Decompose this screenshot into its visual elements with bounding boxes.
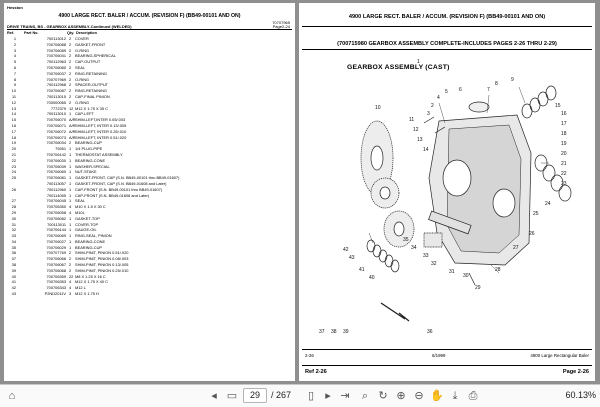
part-description: M10 X 1.5 X 30 C bbox=[75, 204, 106, 210]
part-number: 700113015 bbox=[46, 93, 66, 99]
callout-number: 3 bbox=[427, 111, 430, 117]
gearbox-exploded-diagram bbox=[299, 3, 595, 381]
part-description: M10L bbox=[75, 209, 85, 215]
part-number: 700706060 bbox=[46, 169, 66, 175]
part-number: 700706066 bbox=[46, 256, 66, 262]
page-code: Page2-24 bbox=[272, 24, 290, 29]
part-ref-number: 9 bbox=[13, 82, 16, 88]
callout-number: 37 bbox=[319, 329, 325, 335]
right-bearing-2 bbox=[530, 98, 540, 112]
part-number: 700113011 bbox=[47, 221, 66, 227]
part-number: 700114055 bbox=[46, 192, 66, 198]
part-quantity: 2 bbox=[69, 64, 72, 70]
part-ref-number: 4 bbox=[13, 53, 16, 59]
part-ref-number: 2 bbox=[13, 41, 16, 47]
part-number: 700706089 bbox=[46, 47, 66, 53]
callout-number: 19 bbox=[561, 141, 567, 147]
right-bearing-3 bbox=[538, 92, 548, 106]
part-quantity: 1 bbox=[69, 169, 72, 175]
part-quantity: 1 bbox=[69, 238, 72, 244]
part-ref-number: 11 bbox=[11, 93, 16, 99]
part-quantity: 2 bbox=[69, 88, 72, 94]
callout-number: 38 bbox=[331, 329, 337, 335]
part-ref-number: 1 bbox=[13, 36, 16, 41]
part-description: RING-RETAINING bbox=[75, 88, 107, 94]
part-quantity: 1 bbox=[69, 186, 72, 192]
column-header-ref: Ref. bbox=[7, 31, 15, 35]
part-ref-number: 18 bbox=[11, 134, 16, 140]
part-quantity: 1 bbox=[69, 111, 72, 117]
part-number: 700706343 bbox=[46, 285, 66, 291]
part-quantity: A/R bbox=[69, 134, 76, 140]
part-ref-number: 16 bbox=[11, 122, 16, 128]
part-description: O-RING bbox=[75, 47, 90, 53]
footer-page-number: 2-26 bbox=[305, 353, 314, 358]
rotate-icon[interactable]: ↻ bbox=[378, 390, 388, 402]
zoom-out-icon[interactable]: ⊖ bbox=[414, 390, 424, 402]
part-description: M12 X 1.75 H bbox=[75, 291, 99, 297]
housing-bore-rear bbox=[493, 189, 515, 217]
part-ref-number: 33 bbox=[11, 233, 16, 239]
callout-number: 6 bbox=[459, 87, 462, 93]
part-description: SHIM-LEFT,INTER 0.05/.003 bbox=[75, 117, 126, 123]
callout-number: 8 bbox=[495, 81, 498, 87]
part-description: SHIM-LEFT, INTER 0.51/.020 bbox=[75, 134, 127, 140]
callout-number: 9 bbox=[511, 77, 514, 83]
part-ref-number: 29 bbox=[11, 209, 16, 215]
part-description: BEARING-CONE bbox=[75, 157, 106, 163]
callout-number: 43 bbox=[349, 255, 355, 261]
part-number: 700112963 bbox=[46, 59, 66, 65]
callout-number: 4 bbox=[437, 95, 440, 101]
zoom-in-icon[interactable]: ⊕ bbox=[396, 390, 406, 402]
part-description: SEAL bbox=[75, 198, 85, 204]
page-title: 4900 LARGE RECT. BALER / ACCUM. (REVISION F) (BB49-00101 AND ON) bbox=[58, 13, 241, 19]
part-quantity: 2 bbox=[69, 47, 72, 53]
part-quantity: 1 bbox=[69, 233, 72, 239]
part-number: 700706027 bbox=[46, 238, 66, 244]
part-description: CAP-FRONT (S.N. BB49-01608 and Later) bbox=[75, 192, 150, 198]
home-icon[interactable]: ⌂ bbox=[8, 390, 16, 402]
part-number: 700706030 bbox=[46, 157, 66, 163]
part-quantity: 1 bbox=[69, 180, 72, 186]
part-quantity: 2 bbox=[69, 140, 72, 146]
callout-number: 24 bbox=[545, 201, 551, 207]
part-description: GASKET-FRONT, CAP (S.N. BB49-01608 and Later) bbox=[75, 180, 167, 186]
page-total: / 267 bbox=[271, 390, 292, 400]
brand-name: Hesston bbox=[7, 5, 23, 10]
part-ref-number: 40 bbox=[11, 273, 16, 279]
part-number: 700706080 bbox=[46, 64, 66, 70]
search-icon[interactable]: ⌕ bbox=[361, 390, 369, 402]
part-quantity: 1 bbox=[69, 198, 72, 204]
diagram-page-title: 4900 LARGE RECT. BALER / ACCUM. (REVISION F) (BB49-00101 AND ON) bbox=[348, 14, 546, 20]
part-number: 700706058 bbox=[46, 209, 66, 215]
print-icon[interactable]: ⎙ bbox=[468, 390, 478, 402]
part-description: M8 X 1.25 X 16 C bbox=[75, 273, 106, 279]
part-number: 700706087 bbox=[46, 88, 66, 94]
large-gear-top-hub bbox=[371, 146, 383, 170]
part-quantity: 2 bbox=[69, 41, 72, 47]
callout-number: 31 bbox=[449, 269, 455, 275]
callout-number: 1 bbox=[417, 59, 420, 65]
part-quantity: 4 bbox=[69, 279, 72, 285]
part-quantity: 2 bbox=[69, 82, 72, 88]
seal-ring-5 bbox=[391, 260, 399, 272]
part-ref-number: 42 bbox=[11, 285, 16, 291]
part-ref-number: 35 bbox=[11, 244, 16, 250]
callout-number: 40 bbox=[369, 275, 375, 281]
part-quantity: 1 bbox=[69, 175, 72, 181]
part-description: BEARING-CUP bbox=[75, 140, 103, 146]
part-ref-number: 34 bbox=[11, 238, 16, 244]
part-ref-number: 43 bbox=[11, 291, 16, 297]
part-quantity: 22 bbox=[69, 273, 74, 279]
part-quantity: 12 bbox=[69, 105, 74, 111]
part-number: 700706041 bbox=[46, 53, 66, 59]
part-number: 79261 bbox=[55, 146, 66, 152]
part-description: GASKET-FRONT bbox=[75, 41, 106, 47]
large-gear-bottom-hub bbox=[394, 222, 404, 236]
part-number: 700112968 bbox=[46, 82, 66, 88]
callout-number: 22 bbox=[561, 171, 567, 177]
part-ref-number: 23 bbox=[11, 163, 16, 169]
callout-number: 17 bbox=[561, 121, 567, 127]
part-ref-number: 13 bbox=[11, 105, 16, 111]
publication-number: 70707965 bbox=[272, 20, 290, 25]
part-ref-number: 25 bbox=[11, 175, 16, 181]
ref-label: Ref 2-26 bbox=[305, 369, 327, 375]
part-description: SHIM-PINIT, PINION 0.25/.010 bbox=[75, 267, 129, 273]
part-number: 700707769 bbox=[46, 250, 66, 256]
callout-number: 5 bbox=[445, 89, 448, 95]
part-quantity: 3 bbox=[69, 291, 72, 297]
part-quantity: A/R bbox=[69, 117, 76, 123]
part-number: 700706081 bbox=[46, 175, 66, 181]
part-description: M12 L bbox=[75, 285, 86, 291]
callout-number: 14 bbox=[423, 147, 429, 153]
part-quantity: 2 bbox=[69, 93, 72, 99]
callout-number: 10 bbox=[375, 105, 381, 111]
assembly-subtitle: (700715980 GEARBOX ASSEMBLY COMPLETE-INCLUDES PAGES 2-26 THRU 2-29) bbox=[337, 41, 557, 47]
part-number: 700113010 bbox=[46, 111, 66, 117]
section-subtitle: DRIVE TRAINS, BS - GEARBOX ASSEMBLY-Continued (WELDED) bbox=[7, 24, 132, 29]
part-description: 1/4 PLUG-PIPE bbox=[75, 146, 103, 152]
part-quantity: 2 bbox=[69, 250, 72, 256]
callout-number: 34 bbox=[411, 245, 417, 251]
part-quantity: 2 bbox=[69, 267, 72, 273]
column-header-qty: Qty. bbox=[67, 31, 75, 35]
part-description: THERMOSTAT ASSEMBLY bbox=[75, 151, 123, 157]
right-bearing-4 bbox=[546, 86, 556, 100]
callout-number: 33 bbox=[423, 253, 429, 259]
part-description: CAP-OUTPUT bbox=[75, 59, 101, 65]
zoom-level[interactable]: 60.13% bbox=[565, 390, 596, 400]
part-ref-number: 3 bbox=[13, 47, 16, 53]
callout-number: 27 bbox=[513, 245, 519, 251]
callout-number: 25 bbox=[533, 211, 539, 217]
callout-number: 2 bbox=[431, 103, 434, 109]
part-number: 700112960 bbox=[46, 186, 66, 192]
part-description: SHIM-LEFT, INTER 0.25/.010 bbox=[75, 128, 127, 134]
top-cover bbox=[469, 102, 489, 112]
part-number: 700707969 bbox=[46, 76, 66, 82]
pinion-gear bbox=[424, 233, 442, 247]
last-page-icon[interactable]: ⇥ bbox=[340, 390, 350, 402]
part-ref-number: 22 bbox=[11, 157, 16, 163]
seal-ring-1 bbox=[367, 240, 375, 252]
part-number: 700706353 bbox=[46, 279, 66, 285]
part-quantity: A/R bbox=[69, 128, 76, 134]
part-description: M12 X 1.75 X 40 C bbox=[75, 279, 108, 285]
part-number: 700706069 bbox=[46, 233, 66, 239]
part-description: SEAL bbox=[75, 64, 85, 70]
previous-page-icon[interactable]: ◂ bbox=[211, 390, 217, 402]
callout-number: 42 bbox=[343, 247, 349, 253]
pdf-viewer-toolbar bbox=[0, 384, 600, 407]
part-ref-number: 24 bbox=[11, 169, 16, 175]
leader-line-5 bbox=[369, 233, 373, 243]
part-description: RING-SEAL, PINION bbox=[75, 233, 112, 239]
part-description: COVER bbox=[75, 36, 89, 41]
callout-number: 15 bbox=[555, 103, 561, 109]
part-description: GASKET-FRONT, CAP (S.N. BB49-00101 thru BB49-01607) bbox=[75, 175, 180, 181]
column-header-description: Description bbox=[76, 31, 97, 35]
part-ref-number: 30 bbox=[11, 215, 16, 221]
part-number: 700706067 bbox=[46, 262, 66, 268]
part-description: BEARING-CONE bbox=[75, 238, 106, 244]
part-number: 700706068 bbox=[46, 267, 66, 273]
part-quantity: 1 bbox=[69, 157, 72, 163]
part-ref-number: 38 bbox=[11, 262, 16, 268]
callout-number: 39 bbox=[343, 329, 349, 335]
part-number: 700706034 bbox=[46, 140, 66, 146]
part-description: SHIM-PINIT, PINION 0.13/.005 bbox=[75, 262, 129, 268]
part-quantity: 1 bbox=[69, 151, 72, 157]
part-quantity: 1 bbox=[69, 221, 72, 227]
part-quantity: 1 bbox=[69, 227, 72, 233]
part-number: 700706073 bbox=[46, 134, 66, 140]
part-number: 700706039 bbox=[46, 163, 66, 169]
part-ref-number: 5 bbox=[13, 59, 16, 65]
large-gear-middle-hub bbox=[380, 187, 390, 199]
part-description: SPACER-OUTPUT bbox=[75, 82, 108, 88]
part-number: 700706070 bbox=[46, 117, 66, 123]
part-number: 700706088 bbox=[46, 41, 66, 47]
callout-number: 36 bbox=[427, 329, 433, 335]
part-quantity: 2 bbox=[69, 70, 72, 76]
part-number: 700706071 bbox=[46, 122, 66, 128]
part-ref-number: 39 bbox=[11, 267, 16, 273]
part-quantity: 1 bbox=[69, 163, 72, 169]
part-quantity: 2 bbox=[69, 53, 72, 59]
part-quantity: A/R bbox=[69, 122, 76, 128]
part-ref-number: 12 bbox=[11, 99, 16, 105]
part-ref-number: 27 bbox=[11, 198, 16, 204]
part-quantity: 2 bbox=[69, 99, 72, 105]
callout-number: 41 bbox=[359, 267, 365, 273]
part-description: O-RING bbox=[75, 99, 90, 105]
part-description: O-RING bbox=[75, 76, 90, 82]
footer-date: 6/1999 bbox=[432, 353, 446, 358]
callout-number: 18 bbox=[561, 131, 567, 137]
column-header-part-no: Part No. bbox=[24, 31, 39, 35]
callout-number: 21 bbox=[561, 161, 567, 167]
part-number: P2ND2011V bbox=[44, 291, 66, 297]
left-document-page bbox=[4, 3, 295, 381]
fit-page-icon[interactable]: ▯ bbox=[307, 390, 315, 402]
footer-rule bbox=[302, 349, 592, 350]
part-ref-number: 10 bbox=[11, 88, 16, 94]
housing-bore-front bbox=[443, 160, 471, 196]
part-number: 700706045 bbox=[46, 198, 66, 204]
part-quantity: 4 bbox=[69, 204, 72, 210]
callout-number: 20 bbox=[561, 151, 567, 157]
part-description: CAP-FRONT (S.N. BB49-00101 thru BB49-01607) bbox=[75, 186, 163, 192]
part-number: 700706350 bbox=[46, 204, 66, 210]
part-description: CAP-FINAL PINION bbox=[75, 93, 110, 99]
part-ref-number: 15 bbox=[11, 117, 16, 123]
part-description: SHIM-PINIT, PINION 0.51/.020 bbox=[75, 250, 129, 256]
part-quantity: 4 bbox=[69, 285, 72, 291]
part-number: 700706029 bbox=[46, 244, 66, 250]
footer-machine-name: 4900 Large Rectangular Baler bbox=[530, 353, 589, 358]
right-document-page bbox=[299, 3, 595, 381]
part-quantity: 2 bbox=[69, 59, 72, 65]
leader-line-3 bbox=[519, 87, 525, 103]
part-ref-number: 37 bbox=[11, 256, 16, 262]
part-quantity: 4 bbox=[69, 209, 72, 215]
part-number: 700113057 bbox=[46, 180, 66, 186]
part-quantity: 1 bbox=[69, 192, 72, 198]
part-ref-number: 36 bbox=[11, 250, 16, 256]
part-ref-number: 7 bbox=[13, 70, 16, 76]
part-ref-number: 28 bbox=[11, 204, 16, 210]
header-rule bbox=[7, 29, 292, 30]
part-description: NUT-STAKE bbox=[75, 169, 97, 175]
part-description: M12 X 1.75 X 35 C bbox=[75, 105, 108, 111]
part-description: BEARING-SPHERICAL bbox=[75, 53, 116, 59]
part-ref-number: 19 bbox=[11, 140, 16, 146]
part-quantity: 2 bbox=[69, 256, 72, 262]
part-number: 7772379 bbox=[50, 105, 66, 111]
part-ref-number: 32 bbox=[11, 227, 16, 233]
callout-number: 28 bbox=[495, 267, 501, 273]
hand-icon[interactable]: ✋ bbox=[430, 390, 444, 402]
part-number: 700706144 bbox=[46, 227, 66, 233]
right-bearing-1 bbox=[522, 104, 532, 118]
page-ref-label: Page 2-26 bbox=[562, 369, 589, 375]
callout-number: 23 bbox=[561, 181, 567, 187]
callout-number: 16 bbox=[561, 111, 567, 117]
assembly-label: GEARBOX ASSEMBLY (CAST) bbox=[347, 64, 450, 71]
part-ref-number: 14 bbox=[11, 111, 16, 117]
part-number: 700706072 bbox=[46, 128, 66, 134]
leader-line-1 bbox=[439, 103, 445, 123]
part-description: RING-RETAINING bbox=[75, 70, 107, 76]
part-number: 700706082 bbox=[46, 215, 66, 221]
callout-number: 29 bbox=[475, 285, 481, 291]
bolt-bottom bbox=[469, 273, 475, 285]
part-description: GASKET-TOP bbox=[75, 215, 100, 221]
callout-number: 32 bbox=[431, 261, 437, 267]
fit-width-icon[interactable]: ▭ bbox=[226, 390, 238, 402]
download-icon[interactable]: ⤓ bbox=[452, 390, 458, 402]
dipstick bbox=[381, 303, 409, 321]
callout-number: 13 bbox=[417, 137, 423, 143]
part-quantity: 2 bbox=[69, 36, 72, 41]
callout-number: 26 bbox=[529, 231, 535, 237]
part-ref-number: 26 bbox=[11, 186, 16, 192]
part-number: 700706142 bbox=[46, 151, 66, 157]
part-description: SHIM-PINIT, PINION 0.08/.003 bbox=[75, 256, 129, 262]
part-description: GAUGE-OIL bbox=[75, 227, 97, 233]
part-ref-number: 20 bbox=[11, 146, 16, 152]
part-number: 700113012 bbox=[46, 36, 66, 41]
part-quantity: 2 bbox=[69, 76, 72, 82]
part-description: WASHER-SPECIAL bbox=[75, 163, 110, 169]
part-ref-number: 41 bbox=[11, 279, 16, 285]
part-description: COVER-TOP bbox=[75, 221, 99, 227]
callout-number: 30 bbox=[463, 273, 469, 279]
part-quantity: 1 bbox=[69, 244, 72, 250]
part-number: 700706359 bbox=[46, 273, 66, 279]
part-quantity: 1 bbox=[69, 146, 72, 152]
callout-number: 12 bbox=[413, 127, 419, 133]
seal-ring-4 bbox=[385, 255, 393, 267]
part-description: BEARING-CUP bbox=[75, 244, 103, 250]
part-ref-number: 31 bbox=[11, 221, 16, 227]
page-number-input[interactable]: 29 bbox=[243, 388, 267, 403]
part-quantity: 2 bbox=[69, 262, 72, 268]
parts-list bbox=[7, 36, 207, 297]
right-cap-4 bbox=[559, 185, 571, 201]
ref-rule bbox=[302, 365, 592, 366]
seal-ring-2 bbox=[373, 245, 381, 257]
callout-number: 11 bbox=[409, 117, 415, 123]
part-ref-number: 21 bbox=[11, 151, 16, 157]
callout-number: 35 bbox=[403, 237, 409, 243]
part-description: SHIM-LEFT, INTER 0.13/.005 bbox=[75, 122, 127, 128]
part-ref-number: 6 bbox=[13, 64, 16, 70]
part-number: 700000065 bbox=[46, 99, 66, 105]
part-number: 700706037 bbox=[46, 70, 66, 76]
seal-ring-3 bbox=[379, 250, 387, 262]
right-cap-2 bbox=[543, 165, 555, 181]
part-ref-number: 17 bbox=[11, 128, 16, 134]
parts-list-row bbox=[7, 291, 207, 297]
part-quantity: 1 bbox=[69, 215, 72, 221]
next-page-icon[interactable]: ▸ bbox=[325, 390, 331, 402]
callout-number: 7 bbox=[487, 87, 490, 93]
part-ref-number: 8 bbox=[13, 76, 16, 82]
part-description: CAP-LEFT bbox=[75, 111, 94, 117]
bolt-top-1 bbox=[424, 117, 434, 123]
